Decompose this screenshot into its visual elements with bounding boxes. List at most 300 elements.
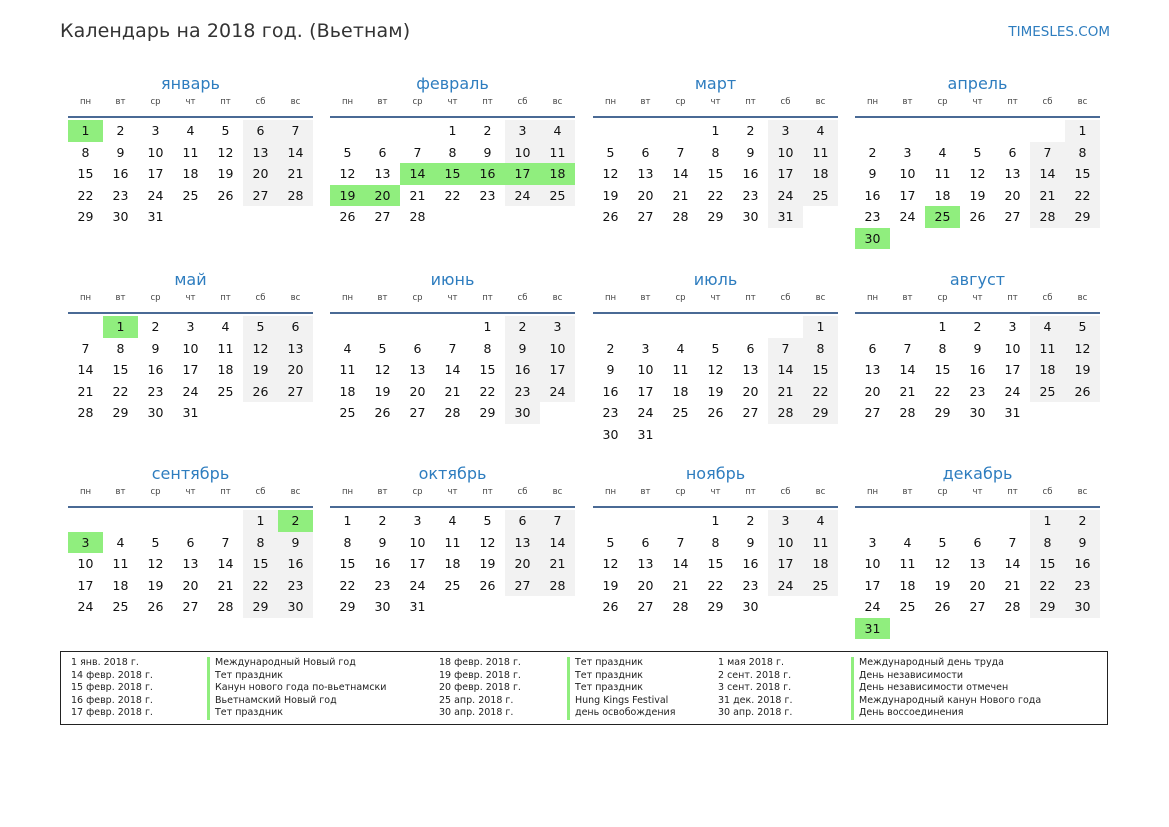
day-cell: 21 (278, 163, 313, 185)
day-cell: 23 (864, 209, 881, 224)
day-cell: 21 (540, 553, 575, 575)
day-cell: 19 (217, 166, 234, 181)
legend-date: 30 апр. 2018 г. (718, 707, 793, 719)
day-cell: 14 (444, 362, 461, 377)
day-cell: 11 (112, 556, 129, 571)
day-cell: 2 (1065, 510, 1100, 532)
legend-holiday-name: Тет праздник (567, 682, 675, 695)
day-cell: 24 (768, 575, 803, 597)
day-cell: 23 (505, 381, 540, 403)
day-cell: 6 (641, 144, 650, 160)
day-cell: 11 (217, 340, 234, 356)
day-cell: 27 (243, 185, 278, 207)
day-cell: 4 (1030, 316, 1065, 338)
legend-date: 1 янв. 2018 г. (71, 657, 139, 668)
day-cell: 10 (768, 142, 803, 164)
holiday-legend (60, 651, 1108, 725)
day-cell: 10 (505, 142, 540, 164)
day-cell: 5 (711, 340, 720, 356)
day-cell: 28 (540, 575, 575, 597)
weekday-label: пн (604, 293, 617, 303)
legend-holiday-name: Тет праздник (207, 670, 386, 683)
weekday-label: вт (115, 97, 126, 107)
day-cell: 9 (606, 362, 615, 377)
day-cell: 20 (969, 577, 986, 593)
day-cell: 20 (182, 577, 199, 593)
day-cell: 23 (374, 577, 391, 593)
month-name: февраль (416, 74, 489, 93)
header-rule (330, 312, 575, 314)
day-cell: 5 (378, 340, 387, 356)
day-cell: 10 (409, 534, 426, 550)
day-cell: 28 (217, 599, 234, 614)
day-cell: 31 (182, 405, 199, 420)
weekday-label: вт (115, 487, 126, 497)
day-cell: 16 (864, 187, 881, 203)
header-rule (855, 506, 1100, 508)
legend-date: 20 февр. 2018 г. (439, 682, 521, 694)
day-cell: 22 (339, 577, 356, 593)
weekday-label: вт (377, 293, 388, 303)
month-name: июль (693, 270, 738, 289)
day-cell: 14 (1004, 556, 1021, 571)
day-cell: 4 (803, 510, 838, 532)
day-cell: 30 (278, 596, 313, 618)
day-cell: 5 (483, 513, 492, 528)
weekday-label: пт (220, 293, 231, 303)
legend-date: 25 апр. 2018 г. (439, 694, 514, 706)
weekday-label: вс (552, 97, 563, 107)
day-cell: 18 (217, 362, 234, 377)
month-calendar (855, 463, 1100, 645)
legend-date: 2 сент. 2018 г. (718, 669, 792, 681)
weekday-label: пт (482, 293, 493, 303)
day-cell: 24 (1004, 383, 1021, 399)
weekday-header (330, 97, 575, 113)
legend-date: 3 сент. 2018 г. (718, 682, 792, 694)
day-cell: 12 (707, 362, 724, 377)
day-cell: 8 (448, 144, 457, 160)
weekday-label: пн (604, 97, 617, 107)
day-cell: 26 (707, 405, 724, 420)
day-cell: 6 (973, 534, 982, 550)
weekday-label: пн (866, 293, 879, 303)
day-cell: 7 (413, 144, 422, 160)
day-cell: 2 (746, 513, 755, 528)
day-cell: 13 (1004, 166, 1021, 181)
day-cell: 17 (899, 187, 916, 203)
weekday-header (330, 487, 575, 503)
day-cell: 10 (1004, 340, 1021, 356)
day-cell: 21 (768, 381, 803, 403)
day-cell: 1 (483, 319, 492, 334)
day-cell: 8 (1030, 532, 1065, 554)
day-cell: 7 (448, 340, 457, 356)
header-rule (68, 312, 313, 314)
day-cell: 2 (378, 513, 387, 528)
weekday-label: чт (710, 487, 721, 497)
month-name: апрель (947, 74, 1008, 93)
day-cell: 23 (969, 383, 986, 399)
weekday-label: вт (902, 293, 913, 303)
legend-date: 14 февр. 2018 г. (71, 669, 153, 681)
legend-holiday-name: Канун нового года по-вьетнамски (207, 682, 386, 695)
day-cell: 16 (1065, 553, 1100, 575)
day-cell: 11 (1030, 338, 1065, 360)
day-cell: 29 (803, 402, 838, 424)
month-name: август (949, 270, 1006, 289)
day-cell: 9 (116, 144, 125, 160)
day-cell: 30 (742, 209, 759, 224)
day-cell: 8 (711, 144, 720, 160)
header-rule (68, 506, 313, 508)
weekday-label: пн (79, 487, 92, 497)
day-cell: 30 (505, 402, 540, 424)
day-cell: 3 (768, 510, 803, 532)
day-cell: 9 (746, 144, 755, 160)
day-cell: 29 (243, 596, 278, 618)
month-name: март (694, 74, 737, 93)
day-cell: 18 (672, 383, 689, 399)
day-cell: 9 (1065, 532, 1100, 554)
day-cell: 30 (147, 405, 164, 420)
day-cell: 15 (934, 362, 951, 377)
header-rule (68, 116, 313, 118)
day-cell: 12 (217, 144, 234, 160)
weekday-label: пн (341, 487, 354, 497)
day-cell: 10 (864, 556, 881, 571)
weekday-label: пт (1007, 97, 1018, 107)
days-grid (68, 510, 313, 645)
day-cell: 19 (147, 577, 164, 593)
legend-holiday-name: день освобождения (567, 707, 675, 720)
day-cell: 10 (637, 362, 654, 377)
day-cell: 29 (1065, 206, 1100, 228)
day-cell: 3 (151, 123, 160, 138)
day-cell: 30 (374, 599, 391, 614)
day-cell: 23 (278, 575, 313, 597)
weekday-label: чт (972, 97, 983, 107)
day-cell: 3 (1008, 319, 1017, 334)
day-cell: 22 (803, 381, 838, 403)
day-cell: 11 (444, 534, 461, 550)
days-grid (855, 316, 1100, 451)
day-cell: 12 (1065, 338, 1100, 360)
day-cell: 17 (1004, 362, 1021, 377)
day-cell: 21 (899, 383, 916, 399)
day-cell: 5 (1065, 316, 1100, 338)
day-cell: 3 (186, 319, 195, 334)
day-cell: 6 (413, 340, 422, 356)
day-cell: 12 (602, 556, 619, 571)
day-cell: 11 (934, 166, 951, 181)
day-cell: 7 (676, 144, 685, 160)
month-name: сентябрь (151, 464, 230, 483)
days-grid (593, 510, 838, 645)
legend-date: 16 февр. 2018 г. (71, 694, 153, 706)
day-cell: 25 (672, 405, 689, 420)
day-cell: 5 (606, 534, 615, 550)
day-cell: 16 (742, 166, 759, 181)
day-cell: 13 (278, 338, 313, 360)
day-cell: 22 (707, 577, 724, 593)
day-cell: 23 (112, 187, 129, 203)
day-cell: 22 (707, 187, 724, 203)
day-cell: 1 (1065, 120, 1100, 142)
day-cell: 10 (540, 338, 575, 360)
weekday-label: ср (150, 487, 161, 497)
day-cell: 2 (606, 340, 615, 356)
weekday-label: вс (290, 97, 301, 107)
day-cell: 28 (278, 185, 313, 207)
legend-holiday-name: Международный день труда (851, 657, 1041, 670)
day-cell: 18 (182, 166, 199, 181)
day-cell: 26 (339, 209, 356, 224)
day-cell: 22 (243, 575, 278, 597)
day-cell: 6 (868, 340, 877, 356)
month-calendar (68, 73, 313, 255)
weekday-label: сб (255, 97, 266, 107)
day-cell: 7 (1030, 142, 1065, 164)
day-cell: 4 (676, 340, 685, 356)
day-cell: 24 (147, 187, 164, 203)
day-cell: 6 (641, 534, 650, 550)
legend-date: 30 апр. 2018 г. (439, 707, 514, 719)
weekday-header (68, 97, 313, 113)
day-cell: 29 (934, 405, 951, 420)
day-cell: 26 (602, 209, 619, 224)
weekday-label: вт (115, 293, 126, 303)
day-cell: 14 (278, 142, 313, 164)
weekday-label: чт (447, 487, 458, 497)
day-cell: 21 (444, 383, 461, 399)
day-cell: 8 (81, 144, 90, 160)
day-cell: 26 (374, 405, 391, 420)
day-cell: 23 (479, 187, 496, 203)
day-cell: 28 (77, 405, 94, 420)
weekday-label: вс (290, 293, 301, 303)
weekday-label: чт (185, 293, 196, 303)
day-cell: 24 (505, 185, 540, 207)
day-cell: 24 (864, 599, 881, 614)
day-cell: 30 (1065, 596, 1100, 618)
day-cell: 14 (768, 359, 803, 381)
weekday-label: пт (745, 293, 756, 303)
day-cell: 16 (374, 556, 391, 571)
day-cell: 4 (116, 534, 125, 550)
weekday-header (855, 487, 1100, 503)
holiday-day-cell: 18 (540, 163, 575, 185)
holiday-day-cell: 3 (68, 532, 103, 554)
legend-names-column (207, 657, 386, 720)
legend-holiday-name: День воссоединения (851, 707, 1041, 720)
day-cell: 19 (374, 383, 391, 399)
day-cell: 8 (938, 340, 947, 356)
day-cell: 15 (243, 553, 278, 575)
day-cell: 25 (217, 383, 234, 399)
day-cell: 13 (742, 362, 759, 377)
day-cell: 6 (243, 120, 278, 142)
day-cell: 5 (606, 144, 615, 160)
day-cell: 3 (868, 534, 877, 550)
legend-holiday-name: Hung Kings Festival (567, 695, 675, 708)
day-cell: 21 (1030, 185, 1065, 207)
day-cell: 8 (711, 534, 720, 550)
day-cell: 21 (672, 577, 689, 593)
legend-date: 18 февр. 2018 г. (439, 657, 521, 668)
day-cell: 13 (243, 142, 278, 164)
day-cell: 25 (899, 599, 916, 614)
day-cell: 19 (707, 383, 724, 399)
weekday-label: ср (150, 97, 161, 107)
day-cell: 24 (77, 599, 94, 614)
day-cell: 18 (899, 577, 916, 593)
day-cell: 28 (444, 405, 461, 420)
weekday-label: вс (815, 293, 826, 303)
weekday-label: чт (972, 487, 983, 497)
header-rule (593, 116, 838, 118)
weekday-label: вс (1077, 487, 1088, 497)
day-cell: 2 (483, 123, 492, 138)
day-cell: 29 (1030, 596, 1065, 618)
weekday-label: ср (675, 293, 686, 303)
day-cell: 13 (637, 166, 654, 181)
weekday-label: пт (482, 487, 493, 497)
weekday-label: сб (255, 487, 266, 497)
day-cell: 28 (409, 209, 426, 224)
holiday-day-cell: 1 (103, 316, 138, 338)
day-cell: 16 (112, 166, 129, 181)
day-cell: 16 (505, 359, 540, 381)
weekday-label: сб (780, 487, 791, 497)
day-cell: 25 (540, 185, 575, 207)
day-cell: 26 (479, 577, 496, 593)
day-cell: 5 (343, 144, 352, 160)
month-calendar (330, 269, 575, 451)
day-cell: 15 (803, 359, 838, 381)
header-rule (330, 116, 575, 118)
weekday-label: ср (937, 487, 948, 497)
day-cell: 10 (147, 144, 164, 160)
month-name: июнь (430, 270, 475, 289)
day-cell: 23 (742, 577, 759, 593)
day-cell: 27 (374, 209, 391, 224)
legend-holiday-name: Международный канун Нового года (851, 695, 1041, 708)
day-cell: 31 (147, 209, 164, 224)
day-cell: 22 (479, 383, 496, 399)
day-cell: 18 (444, 556, 461, 571)
day-cell: 18 (934, 187, 951, 203)
day-cell: 25 (444, 577, 461, 593)
day-cell: 20 (278, 359, 313, 381)
day-cell: 30 (112, 209, 129, 224)
day-cell: 18 (112, 577, 129, 593)
day-cell: 23 (1065, 575, 1100, 597)
day-cell: 7 (676, 534, 685, 550)
day-cell: 28 (672, 209, 689, 224)
day-cell: 26 (243, 381, 278, 403)
legend-names-column (851, 657, 1041, 720)
day-cell: 5 (221, 123, 230, 138)
day-cell: 25 (803, 575, 838, 597)
day-cell: 17 (182, 362, 199, 377)
day-cell: 20 (637, 577, 654, 593)
weekday-header (593, 293, 838, 309)
day-cell: 25 (339, 405, 356, 420)
day-cell: 4 (938, 144, 947, 160)
day-cell: 18 (339, 383, 356, 399)
day-cell: 30 (742, 599, 759, 614)
day-cell: 17 (768, 553, 803, 575)
legend-holiday-name: Тет праздник (567, 670, 675, 683)
day-cell: 31 (768, 206, 803, 228)
weekday-label: вт (902, 97, 913, 107)
day-cell: 5 (151, 534, 160, 550)
holiday-day-cell: 19 (330, 185, 365, 207)
day-cell: 21 (409, 187, 426, 203)
day-cell: 26 (147, 599, 164, 614)
weekday-label: сб (780, 97, 791, 107)
weekday-label: вт (640, 487, 651, 497)
day-cell: 1 (711, 513, 720, 528)
days-grid (330, 316, 575, 451)
holiday-day-cell: 15 (435, 163, 470, 185)
weekday-label: сб (1042, 487, 1053, 497)
day-cell: 12 (479, 534, 496, 550)
day-cell: 11 (540, 142, 575, 164)
day-cell: 13 (182, 556, 199, 571)
day-cell: 27 (278, 381, 313, 403)
weekday-label: ср (675, 487, 686, 497)
day-cell: 12 (374, 362, 391, 377)
day-cell: 9 (378, 534, 387, 550)
day-cell: 6 (378, 144, 387, 160)
legend-date: 31 дек. 2018 г. (718, 694, 793, 706)
day-cell: 17 (147, 166, 164, 181)
day-cell: 4 (803, 120, 838, 142)
day-cell: 7 (540, 510, 575, 532)
weekday-header (855, 293, 1100, 309)
day-cell: 7 (1008, 534, 1017, 550)
day-cell: 27 (742, 405, 759, 420)
day-cell: 3 (540, 316, 575, 338)
site-logo-text[interactable]: TIMESLES.COM (1008, 24, 1110, 40)
day-cell: 12 (243, 338, 278, 360)
day-cell: 17 (768, 163, 803, 185)
day-cell: 25 (182, 187, 199, 203)
weekday-label: вс (552, 487, 563, 497)
day-cell: 14 (672, 556, 689, 571)
day-cell: 12 (602, 166, 619, 181)
day-cell: 3 (641, 340, 650, 356)
day-cell: 20 (409, 383, 426, 399)
legend-date: 1 мая 2018 г. (718, 657, 784, 668)
day-cell: 21 (672, 187, 689, 203)
weekday-label: пт (220, 487, 231, 497)
day-cell: 13 (864, 362, 881, 377)
day-cell: 12 (934, 556, 951, 571)
legend-dates-column (718, 657, 793, 720)
weekday-label: пн (79, 97, 92, 107)
day-cell: 9 (151, 340, 160, 356)
day-cell: 29 (112, 405, 129, 420)
day-cell: 28 (1004, 599, 1021, 614)
day-cell: 31 (409, 599, 426, 614)
day-cell: 8 (1065, 142, 1100, 164)
weekday-label: пн (604, 487, 617, 497)
day-cell: 10 (768, 532, 803, 554)
weekday-label: пн (341, 97, 354, 107)
